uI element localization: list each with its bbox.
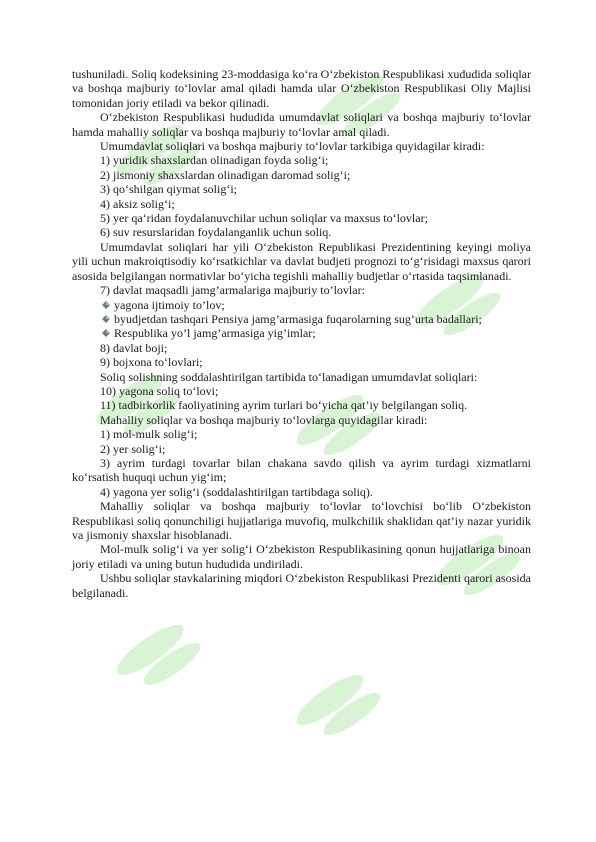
bullet-text: Respublika yo’l jamg’armasiga yig’imlar; — [114, 326, 316, 341]
diamond-bullet-icon — [100, 328, 112, 338]
paragraph: Ushbu soliqlar stavkalarining miqdori O‘zbekiston Respublikasi Prezidenti qarori asosida belgilanadi. — [72, 571, 531, 600]
document-page — [72, 67, 531, 600]
bullet-text: byudjetdan tashqari Pensiya jamg’armasiga fuqarolarning sug’urta badallari; — [114, 311, 482, 326]
list-item: 6) suv resurslaridan foydalanganlik uchun soliq. — [100, 225, 332, 240]
list-item: 1) yuridik shaxslardan olinadigan foyda solig‘i; — [100, 153, 329, 168]
list-item: 7) davlat maqsadli jamg’armalariga majburiy to’lovlar: — [100, 283, 365, 298]
list-item: 3) qo‘shilgan qiymat solig‘i; — [100, 182, 237, 197]
paragraph: Soliq solishning soddalashtirilgan tartibida to‘lanadigan umumdavlat soliqlari: — [100, 369, 478, 384]
list-item: 4) yagona yer solig‘i (soddalashtirilgan tartibdaga soliq). — [100, 484, 373, 499]
paragraph: 11) tadbirkorlik faoliyatining ayrim turlari bo‘yicha qat’iy belgilangan soliq. — [100, 398, 468, 413]
list-item: 2) yer solig‘i; — [100, 441, 166, 456]
paragraph: Mahalliy soliqlar va boshqa majburiy to‘lovlarga quyidagilar kiradi: — [100, 412, 428, 427]
paragraph: O‘zbekiston Respublikasi hududida umumdavlat soliqlari va boshqa majburiy to‘lovlar hamda mahalliy soliqlar va boshqa majburiy to‘lovlar amal qiladi. — [72, 110, 531, 139]
list-item: 1) mol-mulk solig‘i; — [100, 427, 198, 442]
list-item: 8) davlat boji; — [100, 340, 168, 355]
paragraph: Umumdavlat soliqlari va boshqa majburiy to‘lovlar tarkibiga quyidagilar kiradi: — [100, 139, 485, 154]
paragraph: tushuniladi. Soliq kodeksining 23-moddasiga ko‘ra O‘zbekiston Respublikasi xududida soliqlar va boshqa majburiy to‘lovlar amal qiladi hamda ular O‘zbekiston Respublikasi Oliy Majlisi tomonidan joriy etiladi va bekor qilinadi. — [72, 67, 531, 110]
paragraph: Mahalliy soliqlar va boshqa majburiy to‘lovlar to‘lovchisi bo‘lib O‘zbekiston Respublikasi soliq qonunchiligi hujjatlariga muvofiq, mulkchilik shaklidan qat’iy nazar yuridik va jismoniy shaxslar hisoblanadi. — [72, 499, 531, 542]
bullet-item — [72, 298, 531, 312]
paragraph: 3) ayrim turdagi tovarlar bilan chakana savdo qilish va ayrim turdagi xizmatlarni ko‘rsatish huquqi uchun yig‘im; — [72, 455, 531, 485]
bullet-text: yagona ijtimoiy to’lov; — [114, 297, 225, 312]
list-item: 2) jismoniy shaxslardan olinadigan daromad solig‘i; — [100, 167, 351, 182]
bullet-item — [72, 326, 531, 340]
paragraph: Umumdavlat soliqlari har yili O‘zbekiston Republikasi Prezidentining keyingi moliya yili uchun makroiqtisodiy ko‘rsatkichlar va davlat budjeti prognozi to‘g‘risidagi maxsus qarori asosida belgilangan normativlar bo‘yicha tegishli mahalliy budjetlar o‘rtasida taqsimlanadi. — [72, 239, 531, 283]
diamond-bullet-icon — [100, 314, 112, 324]
paragraph: Mol-mulk solig‘i va yer solig‘i O‘zbekiston Respublikasining qonun hujjatlariga binoan joriy etiladi va uning butun hududida undiriladi. — [72, 542, 531, 571]
diamond-bullet-icon — [100, 300, 112, 310]
list-item: 9) bojxona to‘lovlari; — [100, 355, 203, 370]
list-item: 10) yagona soliq to‘lovi; — [100, 383, 219, 398]
list-item: 4) aksiz solig‘i; — [100, 196, 175, 211]
list-item: 5) yer qa‘ridan foydalanuvchilar uchun soliqlar va maxsus to‘lovlar; — [100, 211, 428, 226]
bullet-item — [72, 312, 531, 326]
